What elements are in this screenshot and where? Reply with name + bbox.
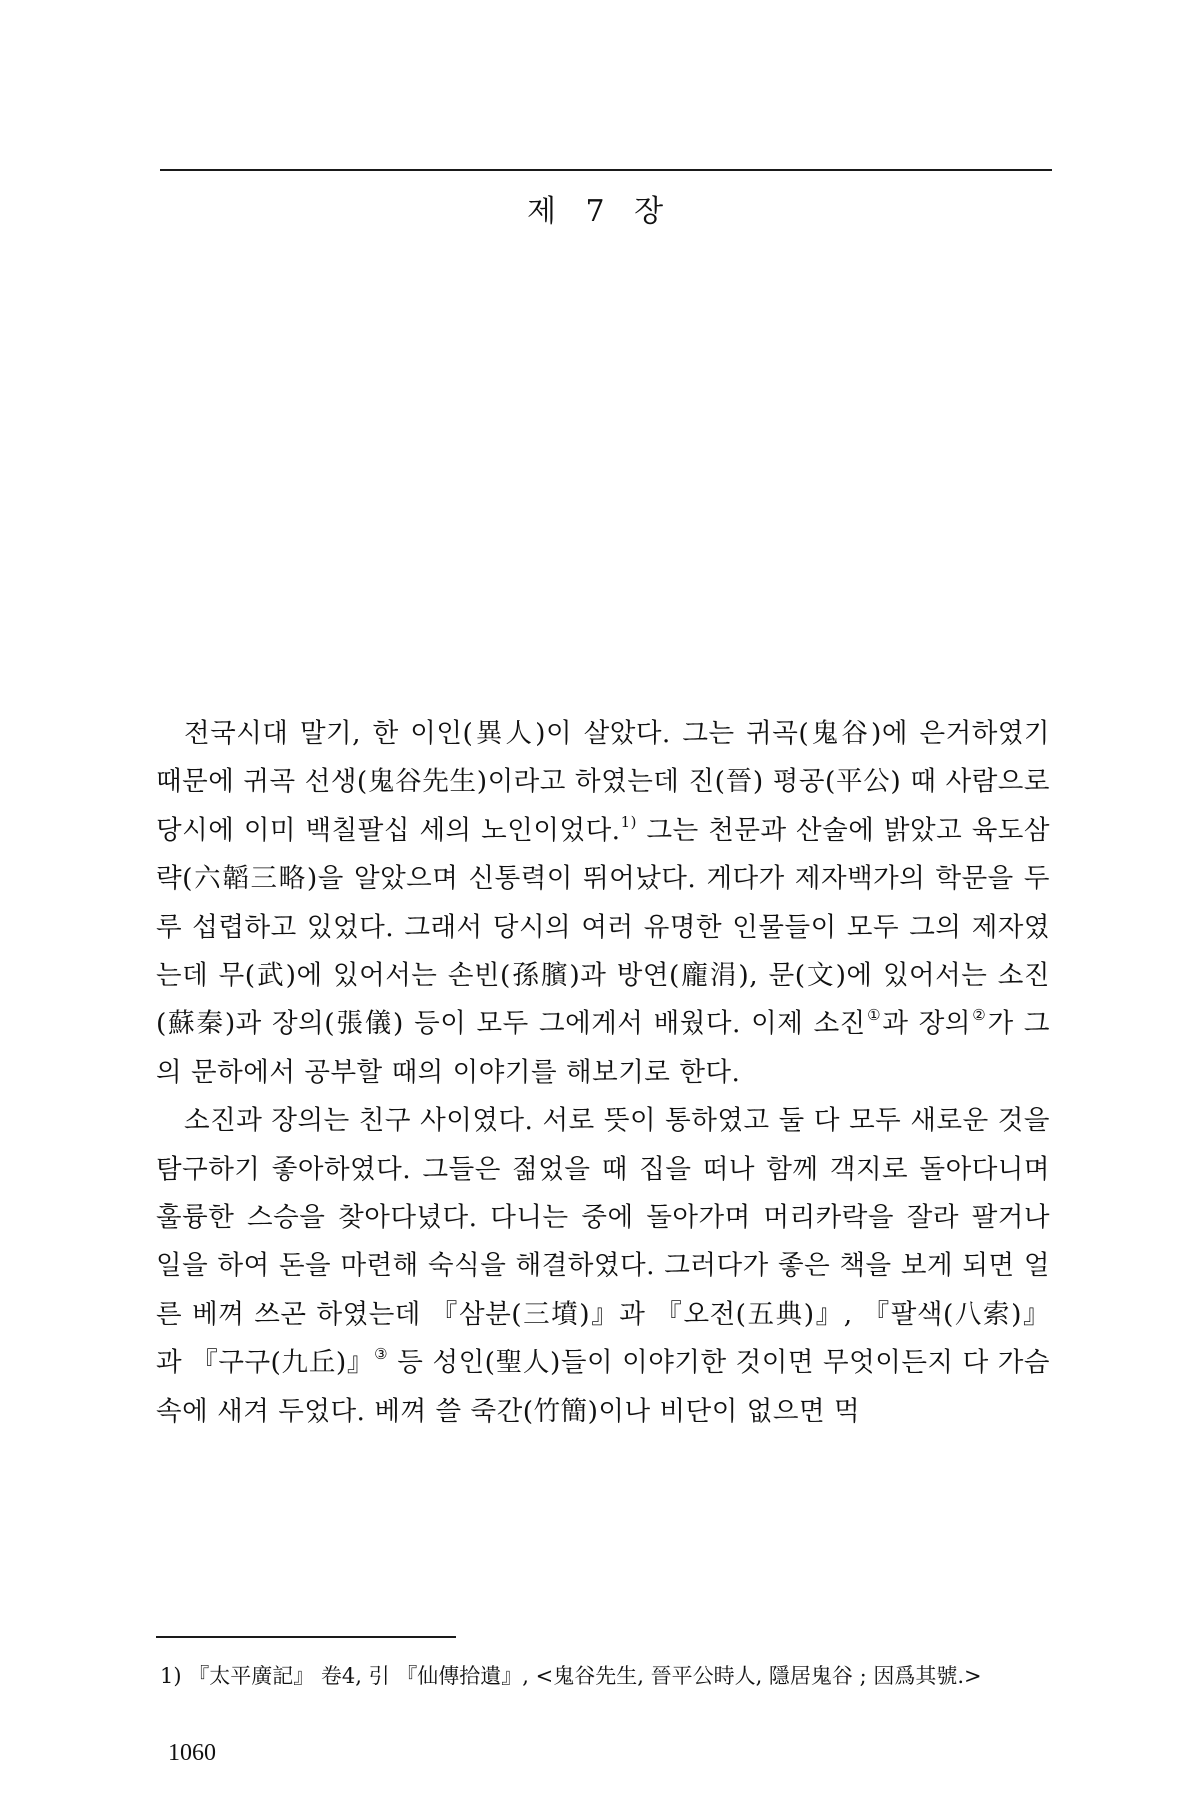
text-run: 그는 천문과 산술에 밝았고 육도삼략(六韜三略)을 알았으며 신통력이 뛰어났다. 게다가 제자백가의 학문을 두루 섭렵하고 있었다. 그래서 당시의 여러 유명한 인물들이 모두 그의 제자였는데 무(武)에 있어서는 손빈(孫臏)과 방연(龐涓), 문(文)에 있어서는 소진(蘇秦)과 장의(張儀) 등이 모두 그에게서 배웠다. 이제 소진 [156, 814, 1050, 1040]
text-run: 과 장의 [882, 1008, 971, 1040]
header-rule [160, 169, 1052, 171]
text-run: 소진과 장의는 친구 사이였다. 서로 뜻이 통하였고 둘 다 모두 새로운 것을 탐구하기 좋아하였다. 그들은 젊었을 때 집을 떠나 함께 객지로 돌아다니며 훌륭한 스승을 찾아다녔다. 다니는 중에 돌아가며 머리카락을 잘라 팔거나 일을 하여 돈을 마련해 숙식을 해결하였다. 그러다가 좋은 책을 보게 되면 얼른 베껴 쓰곤 하였는데 『삼분(三墳)』과 『오전(五典)』, 『팔색(八索)』과 『구구(九丘)』 [156, 1105, 1050, 1379]
text-run: 전국시대 말기, 한 이인(異人)이 살았다. 그는 귀곡(鬼谷)에 은거하였기 때문에 귀곡 선생(鬼谷先生)이라고 하였는데 진(晉) 평공(平公) 때 사람으로 당시에 이미 백칠팔십 세의 노인이었다. [156, 718, 1050, 846]
footnote: 1) 『太平廣記』 卷4, 引 『仙傳拾遺』, <鬼谷先生, 晉平公時人, 隱居鬼谷 ; 因爲其號.> [160, 1664, 982, 1688]
text-run: 등 성인(聖人)들이 이야기한 것이면 무엇이든지 다 가슴속에 새겨 두었다. 베껴 쓸 죽간(竹簡)이나 비단이 없으면 먹 [156, 1347, 1051, 1427]
paragraph [156, 1097, 1050, 1436]
text-run: 가 그의 문하에서 공부할 때의 이야기를 해보기로 한다. [156, 1008, 1051, 1088]
body-text [156, 710, 1050, 1436]
page-number: 1060 [168, 1740, 216, 1766]
footnote-marker: 1) [620, 812, 637, 831]
paragraph [156, 710, 1050, 1097]
chapter-title: 제 7 장 [526, 194, 674, 229]
annotation-marker: ② [970, 1006, 988, 1025]
annotation-marker: ③ [374, 1345, 389, 1364]
footnote-rule [156, 1636, 456, 1638]
annotation-marker: ① [865, 1006, 883, 1025]
